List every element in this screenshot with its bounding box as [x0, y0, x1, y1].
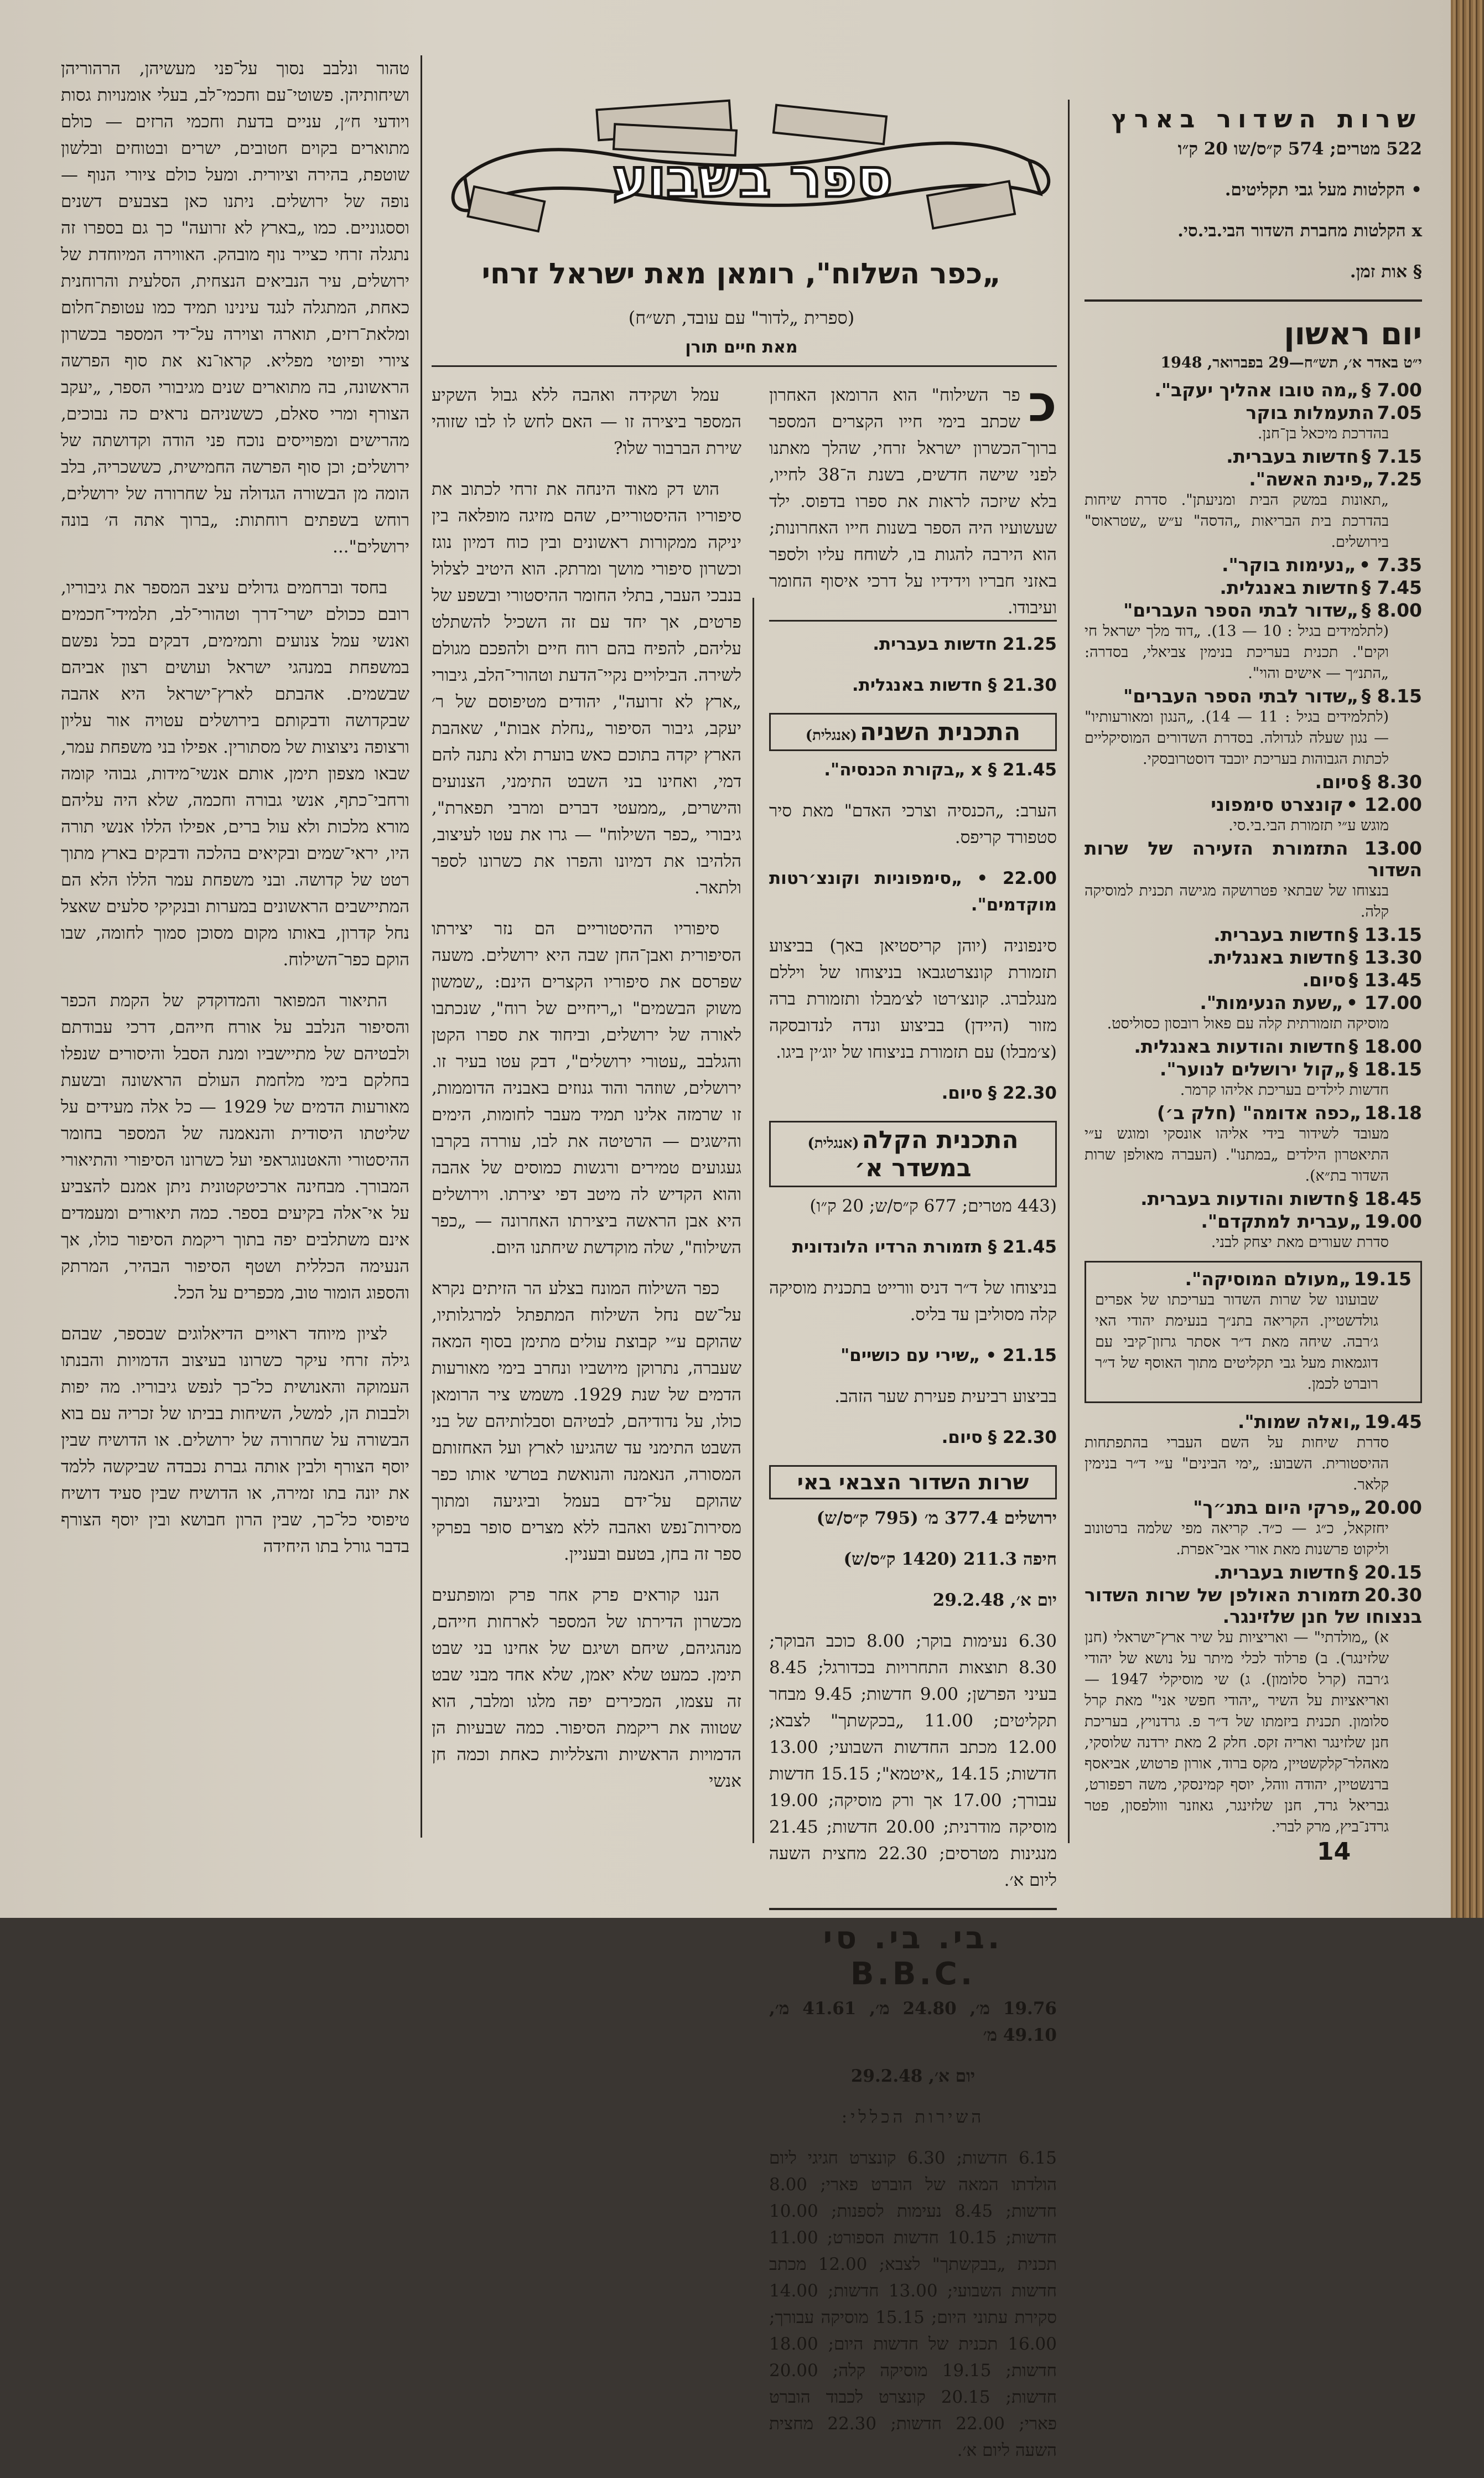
entry-title: „סימפוניות וקונצ׳רטות מוקדמים".: [769, 868, 1057, 915]
schedule-entry: [769, 757, 1057, 783]
bbc-waves: 19.76 מ׳, 24.80 מ׳, 41.61 מ׳, 49.10 מ׳: [769, 1999, 1057, 2045]
entry-desc: (לתלמידים בגיל : 10 — 13). „דוד מלך ישראל חי וקים". תכנית בעריכת בנימין צביאלי, בסדרה: „התנ״ך — אישים והוי".: [1085, 623, 1389, 682]
entry-title: התעמלות בוקר: [1246, 402, 1374, 423]
radio-entry: [1085, 992, 1422, 1034]
entry-title: „שדור לבתי הספר העברים": [1123, 685, 1359, 707]
entry-title: „כפה אדומה" (חלק ב׳): [1156, 1102, 1362, 1124]
radio-header: שרות השדור בארץ: [1111, 105, 1422, 133]
radio-entries: [1085, 1411, 1422, 1838]
entry-time: 21.15 •: [985, 1346, 1057, 1365]
entry-title: חדשות בעברית.: [1213, 1561, 1346, 1583]
radio-schedule-column: [1085, 105, 1422, 1839]
entry-time: 19.15: [1353, 1268, 1412, 1290]
entry-desc: סדרת שעורים מאת יצחק לבני.: [1211, 1234, 1389, 1251]
radio-entry: [1085, 1188, 1422, 1209]
other-stations-column: [769, 631, 1057, 2478]
day-date: י״ט באדר א׳, תש״ח—29 בפברואר, 1948: [1160, 354, 1422, 371]
schedule-entry: [769, 1342, 1057, 1369]
review-paragraph-text: פר השילוח" הוא הרומאן האחרון שכתב בימי חייו הקצרים המספר ברוך־הכשרון ישראל זרחי, שהלך מאתנו לפני שישה חדשים, בשנת ה־38 לחייו, בלא שיזכה לראות את ספרו בדפוס. ילד שעשועיו היה הספר בשנות חייו האחרונות; הוא הירבה להגות בו, לשוחח עליו ולספר באזני חבריו וידידיו על דרכי איסוף החומר ועיבודו.: [769, 385, 1057, 618]
radio-entry: [1085, 1210, 1422, 1253]
entry-time: 22.30 §: [988, 1427, 1057, 1447]
entry-time: 19.45: [1364, 1411, 1422, 1432]
entry-desc: מוגש ע״י תזמורת הבי.בי.סי.: [1228, 817, 1389, 834]
entry-desc: יחזקאל, כ״ג — כ״ד. קריאה מפי שלמה ברטונוב וליקוט פרשנות מאת אורי אבי־אפרת.: [1085, 1520, 1389, 1558]
schedule-entry: [769, 865, 1057, 918]
entry-time: 21.45 §: [988, 1237, 1057, 1257]
entry-desc: בניצוחו של ד״ר דניס וורייט בתכנית מוסיקה קלה מסוליבן עד בליס.: [769, 1278, 1057, 1325]
entry-time: 21.45 § x: [971, 760, 1057, 780]
column-rule: [1068, 100, 1070, 1843]
bbc-service: השירות הכללי:: [841, 2107, 985, 2127]
entry-title: חדשות בעברית.: [1226, 446, 1359, 467]
radio-entry: [1085, 946, 1422, 968]
entry-time: 19.00: [1364, 1210, 1422, 1232]
review-paragraph: עמל ושקידה ואהבה ללא גבול השקיע המספר ביצירה זו — האם לחש לו לבו שזוהי שירת הברבור שלו?: [432, 385, 741, 458]
entry-desc: הערב: „הכנסיה וצרכי האדם" מאת סיר סטפורד קריפס.: [769, 801, 1057, 847]
radio-entry: [1085, 924, 1422, 945]
entry-title: התזמורת הזעירה של שרות השדור: [1085, 837, 1422, 881]
radio-entry: [1085, 1102, 1422, 1187]
schedule-entry: [769, 1080, 1057, 1106]
entry-time: 18.45 §: [1348, 1188, 1422, 1209]
review-continuation-column: [61, 55, 409, 1574]
entry-desc: בנצוחו של שבתאי פטרושקה מגישה תכנית למוסיקה קלה.: [1085, 882, 1389, 920]
radio-entry: [1085, 1411, 1422, 1496]
review-column: [432, 382, 741, 1809]
music-world-box: [1085, 1261, 1422, 1403]
review-paragraph: התיאור המפואר והמדוקדק של הקמת הכפר והסיפור הנלבב על אורח חייהם, דרכי עבודתם ולבטיהם של מתיישביו ומנת הסבל והיסורים שנפלו בחלקם בימי מלחמת העולם הראשונה ובשעת מאורעות הדמים של 1929 — כל אלה מעידים על שליטתו היסודית והנאמנה של המספר בחומר ההיסטורי והאטנוגראפי ועל כשרונו הסיפורי והתיאורי המבורך. מבחינה ארכיטקטונית ניתן אמנם להצביע על אי־אלה בקיעים בספר. כמה תיאורים ומעמדים אינם משתלבים יפה בתוך ריקמת הסיפור כולו, אך הנעימה הכללית ושטף הסיפור הבהיר, המרתק והספוג הומור טוב, מכפרים על הכל.: [61, 991, 409, 1303]
entry-desc: מעובד לשידור בידי אליהו אונסקי ומוגש ע״י התיאטרון הילדים „במתנו". (העברה מאולפן שרות השדור בת״א).: [1085, 1125, 1389, 1184]
box-title: התכנית הקלה: [862, 1126, 1019, 1154]
entry-title: „קול ירושלים לנוער".: [1159, 1058, 1346, 1080]
radio-entry: [1085, 771, 1422, 793]
entry-title: „פרקי היום בתנ״ך": [1193, 1497, 1362, 1518]
box-title: התכנית השניה: [860, 718, 1021, 746]
entry-title: חדשות באנגלית.: [1220, 577, 1359, 598]
entry-time: 7.00 §: [1361, 379, 1422, 401]
schedule-entry: [769, 672, 1057, 699]
review-paragraph: כפר השילוח המונח בצלע הר הזיתים נקרא על־שם נחל השילוח המתפתל למרגלותיו, שהוקם ע״י קבוצת עולים מתימן בסוף המאה שעברה, נתרוקן מיושביו ונחרב בימי מאורעות הדמים של שנת 1929. משמש ציר הרומאן כולו, על נדודיהם, לבטיהם וסבלותיהם של בני השבט התימני עד שהגיעו לארץ ועל האחזותם המסורה, הנאמנה והנואשת בטרשי אותו כפר שהוקם על־ידם בעמל וביגיעה ומתוך מסירות־נפש ואהבה ללא מצרים סופר בפרקי ספר זה בחן, בטעם ובעניין.: [432, 1279, 741, 1564]
station-line: יום א׳, 29.2.48: [932, 1590, 1057, 1610]
radio-entry: [1085, 599, 1422, 684]
box-sub: במשדר א׳: [854, 1154, 972, 1182]
entry-title: סיום.: [1315, 771, 1359, 793]
review-paragraph: הננו קוראים פרק אחר פרק ומופתעים מכשרון הדירתו של המספר לארחות חייהם, מנהגיהם, שיחם ושיגם של אחינו בני שבט תימן. כמעט שלא יאמן, שלא אחד מבני שבט זה עצמו, המכירים יפה מלגו ומלבר, הוא שטווה את ריקמת הסיפור. כמה שבעיות הן הדמויות הראשיות והצלליות כאחת וכמה חן אנשי: [432, 1585, 741, 1791]
radio-entry: [1085, 1561, 1422, 1583]
drop-cap: כ: [1028, 374, 1057, 433]
entry-title: חדשות והודעות באנגלית.: [1134, 1036, 1346, 1057]
radio-entry: [1085, 402, 1422, 444]
box-note: (אנגלית): [805, 727, 857, 744]
radio-frequency: 522 מטרים; 574 ק״ס/שו 20 ק״ו: [1177, 139, 1422, 159]
entry-time: 20.00: [1364, 1497, 1422, 1518]
title-rule: [432, 365, 1057, 367]
radio-legend: • הקלטות מעל גבי תקליטים.: [1224, 180, 1422, 200]
entry-title: סיום.: [941, 1083, 983, 1103]
bbc-schedule: 6.15 חדשות; 6.30 קונצרט חגיגי ליום הולדתו המאה של הוברט פארי; 8.00 חדשות; 8.45 נעימות לספנות; 10.00 חדשות; 10.15 חדשות הספורט; 11.00 תכנית „בבקשתך" לצבא; 12.00 מכתב חדשות השבועי; 13.00 חדשות; 14.00 סקירת עתוני היום; 15.15 מוסיקה עבורך; 16.00 תכנית של חדשות היום; 18.00 חדשות; 19.15 מוסיקה קלה; 20.00 חדשות; 20.15 קונצרט לכבוד הוברט פארי; 22.00 חדשות; 22.30 מחצית השעה ליום א׳.: [769, 2148, 1057, 2460]
review-title: „כפר השלוח", רומאן מאת ישראל זרחי: [481, 257, 1002, 291]
entry-title: „מה טובו אהליך יעקב".: [1154, 379, 1359, 401]
divider: [769, 1908, 1057, 1910]
entry-time: 7.15 §: [1361, 446, 1422, 467]
entry-title: חדשות באנגלית.: [852, 675, 983, 695]
military-schedule: 6.30 נעימות בוקר; 8.00 כוכב הבוקר; 8.30 תוצאות התחרויות בכדורגל; 8.45 בעיני הפרשן; 9.00 חדשות; 9.45 מבחר תקליטים; 11.00 „בכקשתך" לצבא; 12.00 מכתב החדשות השבועי; 13.00 חדשות; 14.15 „איטמא"; 15.15 חדשות עבורך; 17.00 אך ורק מוסיקה; 19.00 מוסיקה מודרנית; 20.00 חדשות; 21.45 מנגינות מטרסים; 22.30 מחצית השעה ליום א׳.: [769, 1631, 1057, 1890]
entry-time: 20.30: [1364, 1584, 1422, 1606]
entry-title: „פינת האשה".: [1249, 468, 1374, 490]
entry-desc: שבועונו של שרות השדור בעריכתו של אפרים גולדשטיין. הקריאה בתנ״ך בנעימת יהודי האי ג׳רבה. שיחה מאת ד״ר אסתר גרזון־קיבי עם דוגמאות מעל גבי תקליטים מתוך האוסף של ד״ר רוברט לכמן.: [1095, 1291, 1378, 1393]
radio-entry: [1085, 837, 1422, 923]
entry-time: 7.45 §: [1361, 577, 1422, 598]
box-title: שרות השדור הצבאי באי: [797, 1470, 1029, 1494]
entry-desc: בביצוע רביעית פעירת שער הזהב.: [834, 1387, 1057, 1406]
entry-title: סיום.: [941, 1427, 983, 1447]
entry-time: 7.25: [1377, 468, 1422, 490]
book-of-the-week-banner: [432, 94, 1057, 238]
radio-entry: [1085, 468, 1422, 553]
entry-time: 22.00 •: [977, 868, 1057, 888]
radio-entry: [1085, 446, 1422, 467]
entry-time: 8.30 §: [1361, 771, 1422, 793]
entry-title: חדשות בעברית.: [1213, 924, 1346, 945]
entry-time: 18.00 §: [1348, 1036, 1422, 1057]
radio-entry: [1085, 1584, 1422, 1838]
entry-time: 7.05: [1377, 402, 1422, 423]
entry-desc: חדשות לילדים בעריכת אליהו קרמר.: [1180, 1082, 1389, 1099]
schedule-entry: [769, 1234, 1057, 1260]
review-paragraph: לציון מיוחד ראויים הדיאלוגים שבספר, שבהם גילה זרחי עיקר כשרונו בעיצוב הדמויות והבנתו העמוקה והאנושית כל־כך לנפש גיבוריו. מה יפות ולבבות הן, למשל, השיחות בביתו של זכריה עם בוא הבשורה על שחרורה של ירושלים. או הדושיח שבין יוסף הצורף ולבין אותה גברת נכבדה שביקשה ללמד את יונה בתו זמירה, או הדושיח שבין סעיד דושיח טיפוסי כל־כך, שבין הרון חבושא ובין יוסף הצורף בדבר גורל בתו היחידה: [61, 1324, 409, 1556]
radio-entry: [1085, 1497, 1422, 1560]
station-line: ירושלים 377.4 מ׳ (795 ק״ס/ש): [816, 1508, 1057, 1528]
radio-entries: [1085, 379, 1422, 1253]
box-note: (אנגלית): [807, 1135, 859, 1152]
entry-title: „שירי עם כושיים": [840, 1346, 980, 1365]
military-radio-box: [769, 1465, 1057, 1499]
entry-title: סיום.: [1302, 969, 1346, 991]
schedule-entry: [769, 631, 1057, 658]
banner-title: ספר בשבוע: [612, 147, 893, 209]
radio-entry: [1085, 685, 1422, 770]
bbc-title: בי. בי. סי. B.B.C.: [823, 1920, 1003, 1992]
entry-desc: „תאונות במשק הבית ומניעתן". סדרת שיחות בהדרכת בית הבריאות „הדסה" ע״ש „שטראוס" בירושלים.: [1085, 492, 1389, 551]
review-paragraph: הוש דק מאוד הינחה את זרחי לכתוב את סיפוריו ההיסטוריים, שהם מזיגה מופלאה בין יניקה ממקורות ראשונים ובין כוח דמיון נוגז וכשרון סיפורי מושך ומרתק. הוא היטיב לצלול בנבכי העבר, בתלי החומר ההיסטורי ובשפע של פרטים, אך יחד עם זה השכיל להשתלט עליהם, להפיח בהם רוח חיים ולהפכם מגולם לשירה. הבילויים נקיי־הדעת וטהורי־הלב, גיבורי „ארץ לא זרועה", יהודים מטיפוסם של ר׳ יעקב, גיבור הסיפור „נחלת אבות", שאהבת הארץ יקדה בתוכם כאש בוערת ולא נתנה להם דמי, ואחינו בני השבט התימני, הצנועים והישרים, „ממעטי דברים ומרבי תפארת", גיבורי „כפר השילוח" — גרו את עטו לעיצוב, הלהיבו את דמיונו והפרו את כשרונו לספר ולתאר.: [432, 479, 741, 898]
entry-title: „שדור לבתי הספר העברים": [1123, 599, 1359, 621]
entry-time: 12.00 •: [1346, 794, 1422, 815]
radio-entry: [1085, 794, 1422, 836]
entry-title: „בקורת הכנסיה".: [824, 760, 966, 780]
entry-desc: סינפוניה (יוהן קריסטיאן באך) בביצוע תזמורת קונצרטגבאו בניצוחו של ויללם מנגלברג. קונצ׳רטו לצ׳מבלו ותזמורת ברה מזור (היידן) בביצוע ונדה לנדובסקה (צ׳מבלו) עם תזמורת בניצוחו של יוג׳ין ביגו.: [769, 936, 1057, 1062]
entry-time: 13.15 §: [1348, 924, 1422, 945]
entry-time: 21.25: [1002, 634, 1057, 654]
entry-desc: בהדרכת מיכאל בן־חנן.: [1257, 425, 1389, 442]
entry-time: 20.15 §: [1348, 1561, 1422, 1583]
entry-time: 13.30 §: [1348, 946, 1422, 968]
radio-entry: [1085, 577, 1422, 598]
review-column: [769, 374, 1057, 618]
column-rule: [753, 598, 754, 1843]
bbc-date: יום א׳, 29.2.48: [850, 2066, 976, 2086]
entry-desc: מוסיקה תזמורתית קלה עם פאול רובסון כסוליסט.: [1107, 1015, 1389, 1032]
review-paragraph: טהור ונלבב נסוך על־פני מעשיהן, הרהוריהן ושיחותיהן. פשוטי־עם וחכמי־לב, בעלי אומנויות גסות ויודעי ח״ן, עניים בדעת וחכמי הרזים — כולם מתוארים בקוים חטובים, ישרים ובטוחים ובלשון שוטפת, בהירה וציורית. ומעל כולם ציורי הנוף — נופה של ירושלים. ניתנו כאן בצבעים דשנים וססגוניים. כמו „בארץ לא זרועה" כך גם בספרו זה נתגלה זרחי כצייר נוף מובהק. האווירה המיוחדת של ירושלים, עיר הנביאים הנצחית, הסלעית והרוחנית כאחת, המתגלה לנגד עינינו תמיד כמו עטופת־חלום ומלאת־רזים, תוארה וצוירה על־ידי המספר בכשרון ציורי ופיוטי מפליא. קראו־נא את סוף הפרשה הראשונה, בה מתוארים שנים מגיבורי הספר, „יעקב הצורף ומרי סאלם, כששניהם נראים כה נבוכים, מהרישים ומפוייסים נוכח פני הודה וקדושתה של ירושלים; וכן סוף הפרשה החמישית, כששכריה, בלב הומה מן הבשורה הגדולה על שחרורה של ירושלים, רוחש בשפתים רוחתות: „ברוך אתה ה׳ בונה ירושלים"...: [61, 59, 409, 557]
review-author: מאת חיים תורן: [685, 338, 798, 357]
review-paragraph: בחסד וברחמים גדולים עיצב המספר את גיבוריו, רובם ככולם ישרי־דרך וטהורי־לב, תלמידי־חכמים ואנשי עמל צנועים ותמימים, דבקים בכל נפשם במשפחת במנהגי ישראל ועושים רצון אביהם שבשמים. אהבתם לארץ־ישראל היא אהבה שבקדושה ודבקותם בירושלים עטויה אור עליון ורצופה ניצוצות של מסתורין. אפילו בני משפחת עמר, שבאו מצפון תימן, אותם אנשי־מידות, גבוהי קומה ורחבי־כתף, אנשי גבורה וחכמה, שלא היה עליהם מורא מלכות ולא עול ברים, אפילו הללו אנשי תורה היו, יראי־שמים ובקיאים בהלכה ודבקים בארץ מתוך רטט של קדושה. ובני משפחת עמר הללו הלא הם המתיישבים הראשונים במערות ובנקיקי סלעים שאצל נחל קדרון, באותו מקום מסוכן סמוך לחומה, שבו הוקם כפר־השילוח.: [61, 578, 409, 970]
radio-entry: [1085, 1058, 1422, 1101]
entry-title: חדשות באנגלית.: [1207, 946, 1346, 968]
entry-time: 8.00 §: [1361, 599, 1422, 621]
entry-time: 18.18: [1364, 1102, 1422, 1124]
column-rule: [421, 55, 422, 1838]
radio-entry: [1085, 379, 1422, 401]
entry-title: „ואלה שמות".: [1237, 1411, 1362, 1432]
entry-time: 17.00 •: [1346, 992, 1422, 1013]
station-line: חיפה 211.3 (1420 ק״ס/ש): [843, 1549, 1057, 1569]
entry-title: חדשות בעברית.: [873, 634, 998, 654]
entry-time: 8.15 §: [1361, 685, 1422, 707]
entry-title: תזמורת האולפן של שרות השדור בנצוחו של חנן שלזינגר.: [1085, 1584, 1422, 1627]
second-program-box: [769, 713, 1057, 751]
schedule-entry: [769, 1424, 1057, 1451]
review-paragraph: סיפוריו ההיסטוריים הם נזר יצירתו הסיפורית ואבן־החן שבה היא ירושלים. משעה שפרסם את סיפוריו הקצרים הינם: „שמשון משוק הבשמים" ו„ריחיים של רוח", שנכתבו לאורה של ירושלים, וביחוד את ספרו הקטן והגלבב „עטורי ירושלים", דבק עטו בעיר זו. ירושלים, שוזהר והוד גנוזים באבניה הדוממות, זו שרמזה אלינו תמיד מעבר לחומות, הימים והישגים — הרטיטה את לבו, עוררה בקרבו געגועים טמירים ורגשות כמוסים של אהבה והוא הקדיש לה מיטב דפי יצירתו. וירושלים היא אבן הראשה ביצירתו האחרונה — „כפר השילוח", שלה מוקדשת שיחתנו היום.: [432, 919, 741, 1258]
entry-time: 7.35 •: [1358, 554, 1422, 576]
page-number: 14: [1317, 1838, 1351, 1866]
day-title: יום ראשון: [1284, 316, 1422, 352]
entry-desc: א) „מולדתי" — ואריציות על שיר ארץ־ישראלי (חנן שלזינגר). ב) פרלוד לכלי מיתר על נושא של יהודי ג׳רבה (קרל סלומון). ג) שי מוסיקלי 1947 — ואריאציות על השיר „יהודי חפשי אני" מאת קרל סלומון. תכנית ביזמתו של ד״ר פ. גרדנויץ, בעריכת חנן שלזינגר ואריה זקס. חלק 2 מאת ירדנה שלוסקי, מאהלר־קלקשטיין, מקס ברוד, אורון פרטוש, אביאסף ברנשטיין, יהודה ווהל, יוסף קמינסקי, משה רפפורט, גבריאל גרד, חנן שלזינגר, גאוזנר ווולפסון, פטר גרדנ־ביץ, מרק לברי.: [1085, 1629, 1389, 1835]
entry-title: „עברית למתקדם".: [1201, 1210, 1362, 1232]
entry-title: חדשות והודעות בעברית.: [1140, 1188, 1346, 1209]
review-paragraph: [769, 374, 1057, 621]
review-subtitle: (ספרית „לדור" עם עובד, תש״ח): [628, 307, 855, 328]
entry-title: „נעימות בוקר".: [1221, 554, 1356, 576]
entry-desc: (לתלמידים בגיל : 11 — 14). „הנגון ומאורעותיו" — נגון שעלה לגדולה. בסדרת השדורים המוסיקליים לכתות הגבוהות בעריכת יוכבד דוסטרובסקי.: [1085, 708, 1389, 768]
entry-time: 18.15 §: [1348, 1058, 1422, 1080]
entry-title: קונצרט סימפוני: [1211, 794, 1343, 815]
radio-legend: § אות זמן.: [1350, 262, 1422, 282]
entry-time: 13.45 §: [1348, 969, 1422, 991]
entry-title: תזמורת הרדיו הלונדונית: [792, 1237, 983, 1257]
entry-desc: סדרת שיחות על השם העברי בהתפתחות ההיסטורית. השבוע: „ימי הבינים" ע״י ד״ר בנימין קלאר.: [1085, 1434, 1389, 1493]
entry-title: „שעת הנעימות".: [1200, 992, 1343, 1013]
radio-entry: [1085, 969, 1422, 991]
light-program-box: [769, 1121, 1057, 1187]
box-frequency: (443 מטרים; 677 ק״ס/ש; 20 ק״ו): [810, 1196, 1057, 1216]
radio-entry: [1085, 554, 1422, 576]
entry-time: 22.30 §: [988, 1083, 1057, 1103]
radio-entry: [1085, 1036, 1422, 1057]
divider: [1085, 299, 1422, 302]
radio-legend: x הקלטות מחברת השדור הבי.בי.סי.: [1177, 221, 1422, 241]
entry-title: „מעולם המוסיקה".: [1185, 1268, 1351, 1290]
entry-time: 13.00: [1364, 837, 1422, 859]
entry-time: 21.30 §: [988, 675, 1057, 695]
binding-spine: [1451, 0, 1484, 1918]
